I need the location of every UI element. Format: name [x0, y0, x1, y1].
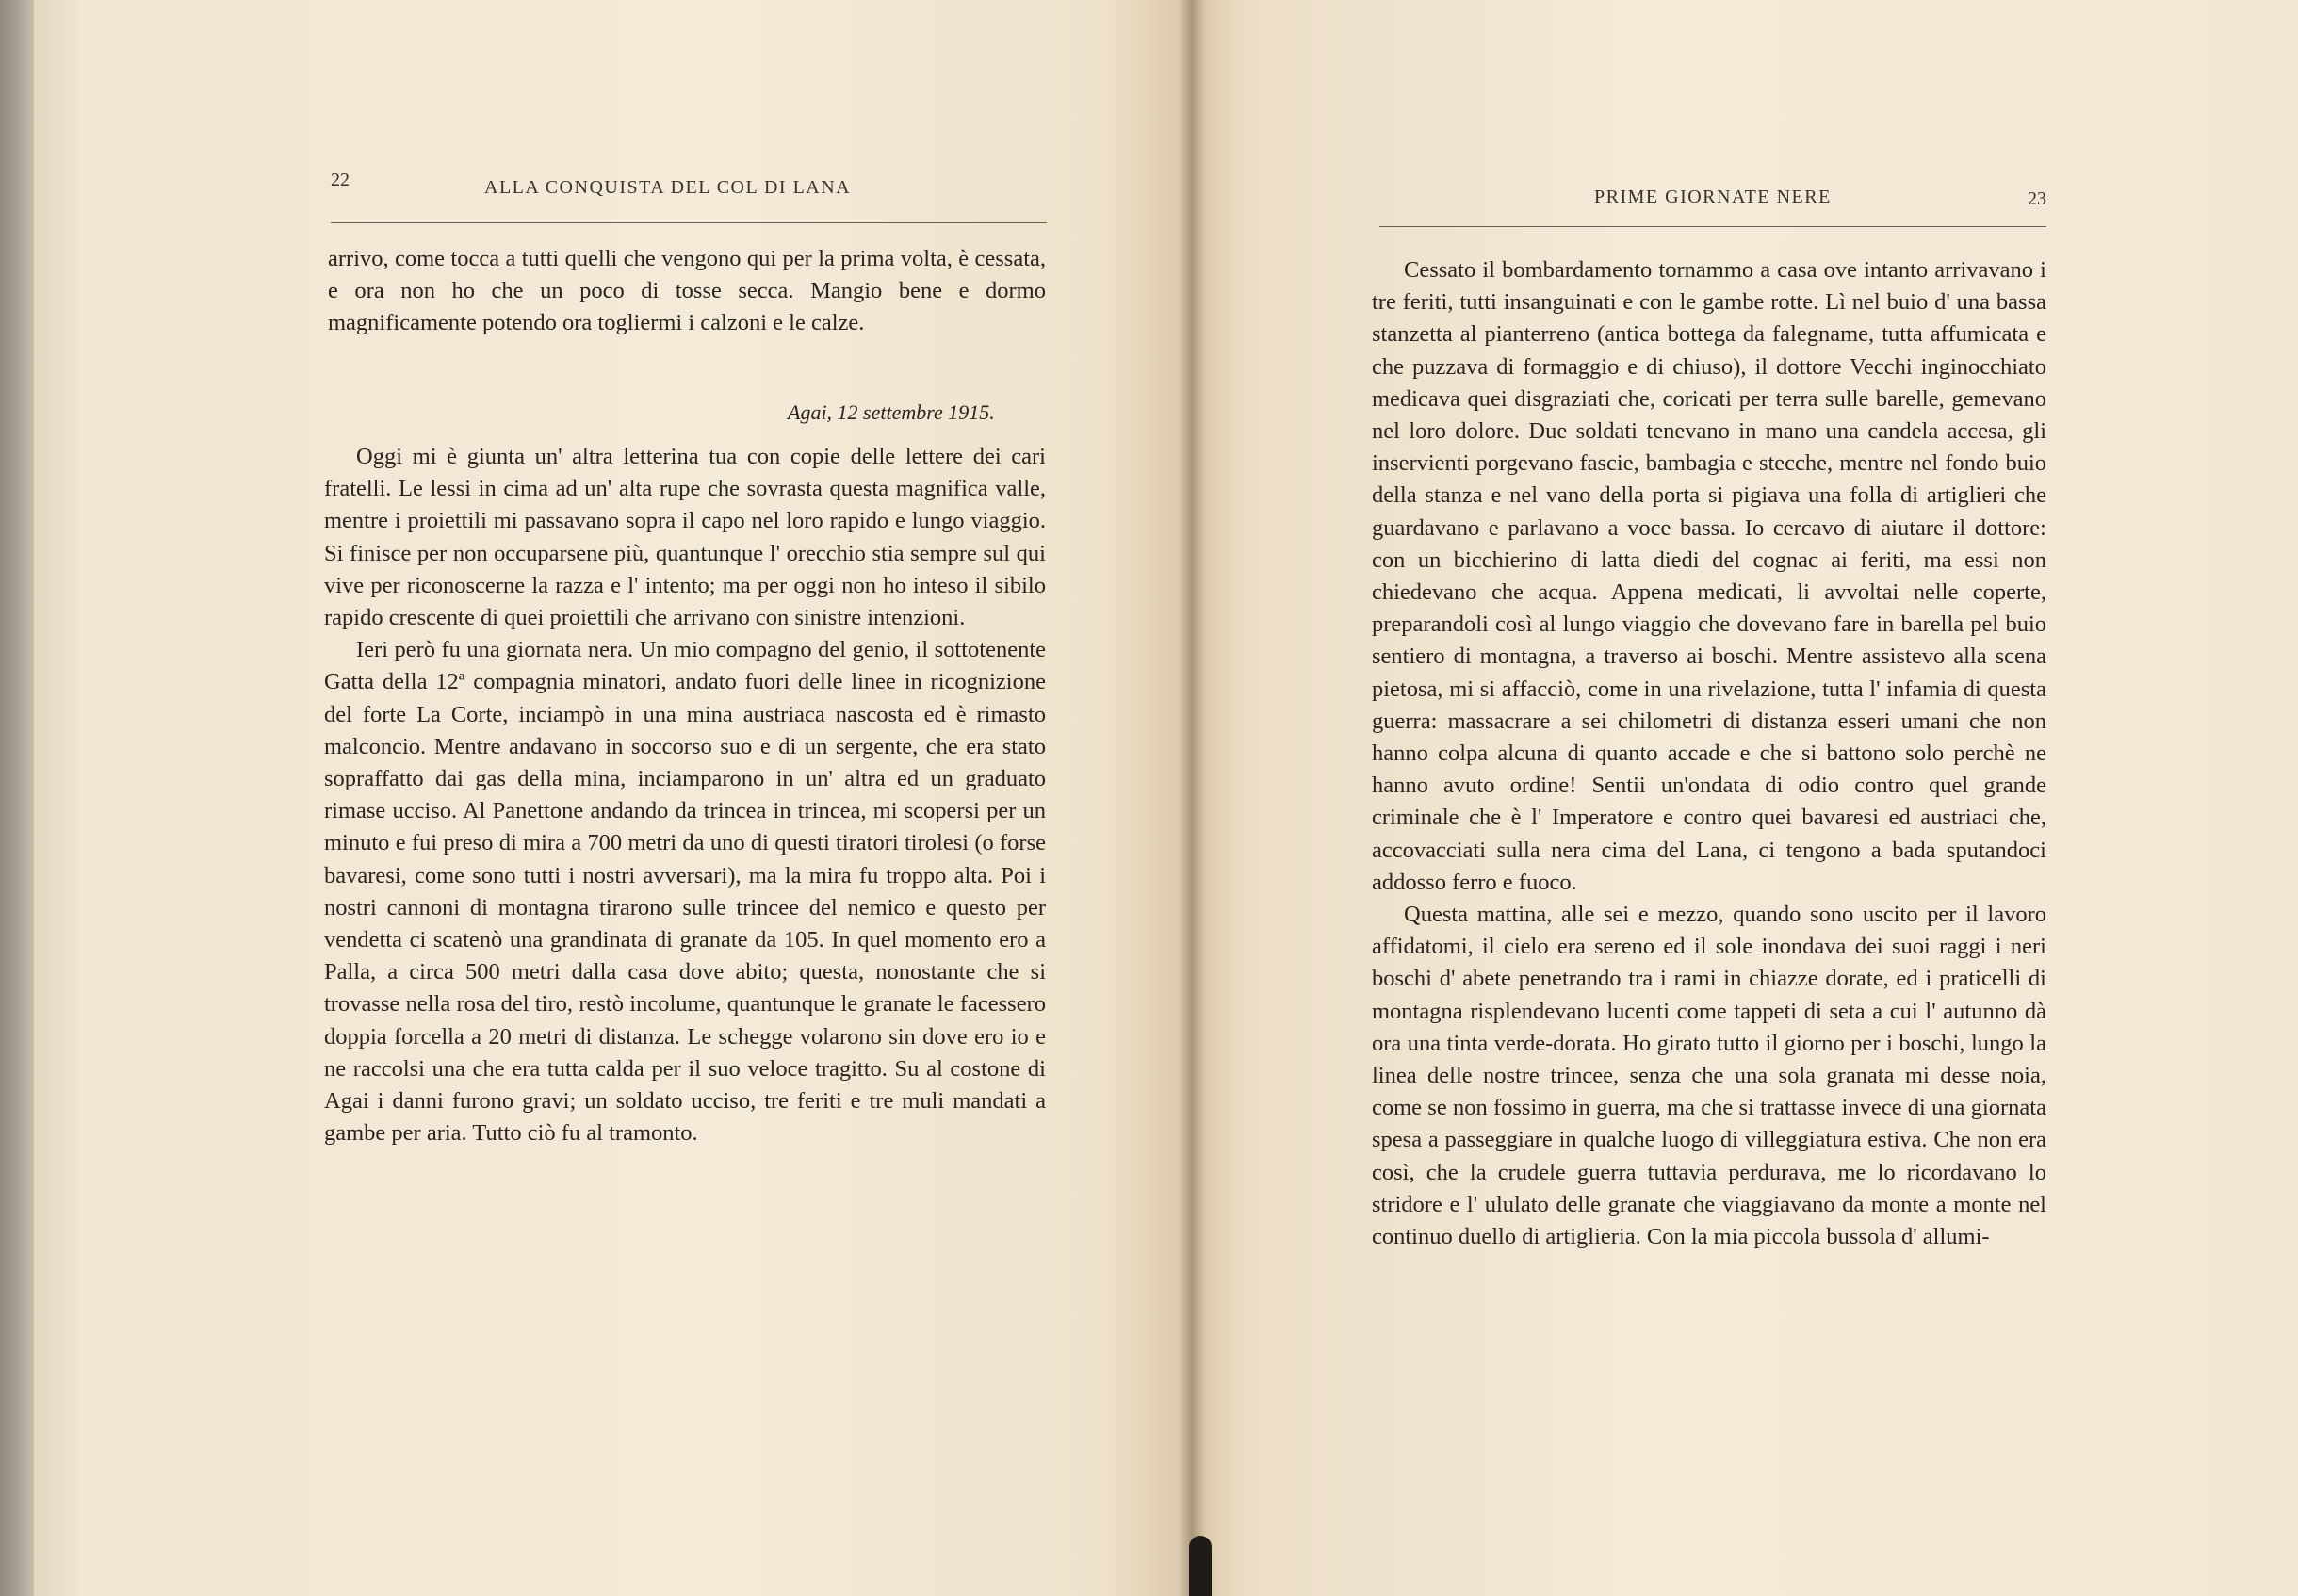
left-paragraph-3: Ieri però fu una giornata nera. Un mio compagno del genio, il sottotenente Gatta della 12ª compagnia minatori, andato fuori delle linee in ricognizione del forte La Corte, inciampò in una mina austriaca nascosta ed è rimasto malconcio. Mentre andavano in soccorso suo e di un sergente, che era stato sopraffatto dai gas della mina, inciamparono in un' altra ed un graduato rimase ucciso. Al Panettone andando da trincea in trincea, mi scopersi per un minuto e fui preso di mira a 700 metri da uno di questi tiratori tirolesi (o forse bavaresi, come sono tutti i nostri avversari), ma la mira fu troppo alta. Poi i nostri cannoni di montagna tirarono sulle trincee del nemico e questo per vendetta ci scatenò una grandinata di granate da 105. In quel momento ero a Palla, a circa 500 metri dalla casa dove abito; questa, nonostante che si trovasse nella rosa del tiro, restò incolume, quantunque le granate le facessero doppia forcella a 20 metri di distanza. Le schegge volarono sin dove ero io e ne raccolsi una che era tutta calda per il suo veloce tragitto. Su al costone di Agai i danni furono gravi; un soldato ucciso, tre feriti e tre muli mandati a gambe per aria. Tutto ciò fu al tramonto. [324, 637, 1046, 1147]
right-page-number: 23 [2028, 188, 2046, 209]
left-body-text [324, 441, 1046, 1149]
right-paragraph-1: Cessato il bombardamento tornammo a casa ove intanto arrivavano i tre feriti, tutti insanguinati e con le gambe rotte. Lì nel buio d' una bassa stanzetta al pianterreno (antica bottega da falegname, tutta affumicata e che puzzava di formaggio e di chiuso), il dottore Vecchi inginocchiato medicava quei disgraziati che, coricati per terra sulle barelle, gemevano nel loro dolore. Due soldati tenevano in mano una candela accesa, gli inservienti porgevano fascie, bambagia e stecche, mentre nel fondo buio della stanza e nel vano della porta si pigiava una folla di artiglieri che guardavano e parlavano a voce bassa. Io cercavo di aiutare il dottore: con un bicchierino di latta diedi del cognac ai feriti, ma essi non chiedevano che acqua. Appena medicati, li avvoltai nelle coperte, preparandoli così al lungo viaggio che dovevano fare in barella pel buio sentiero di montagna, a traverso ai boschi. Mentre assistevo alla scena pietosa, mi si affacciò, come in una rivelazione, tutta l' infamia di questa guerra: massacrare a sei chilometri di distanza esseri umani che non hanno colpa alcuna di quanto accade e che si battono solo perchè ne hanno avuto ordine! Sentii un'ondata di odio contro quel grande criminale che è l' Imperatore e contro quei bavaresi ed austriaci che, accovacciati sulla nera cima del Lana, ci tengono a bada sputandoci addosso ferro e fuoco. [1372, 257, 2046, 895]
left-page [34, 0, 1191, 1596]
right-page [1191, 0, 2298, 1596]
right-running-head: PRIME GIORNATE NERE [1594, 187, 1832, 207]
right-header-rule [1379, 226, 2046, 227]
left-dateline: Agai, 12 settembre 1915. [788, 400, 995, 424]
left-page-number: 22 [331, 170, 350, 190]
left-opening-text [328, 243, 1046, 340]
spine-shadow [1189, 1536, 1212, 1596]
left-header-rule [331, 222, 1047, 223]
left-paragraph-2: Oggi mi è giunta un' altra letterina tua con copie delle lettere dei cari fratelli. Le lessi in cima ad un' alta rupe che sovrasta questa magnifica valle, mentre i proiettili mi passavano sopra il capo nel loro rapido e lungo viaggio. Si finisce per non occuparsene più, quantunque l' orecchio stia sempre sul qui vive per riconoscerne la razza e l' intento; ma per oggi non ho inteso il sibilo rapido crescente di quei proiettili che arrivano con sinistre intenzioni. [324, 444, 1046, 631]
right-paragraph-2: Questa mattina, alle sei e mezzo, quando sono uscito per il lavoro affidatomi, il cielo era sereno ed il sole inondava dei suoi raggi i neri boschi d' abete penetrando tra i rami in chiazze dorate, ed i praticelli di montagna risplendevano lucenti come tappeti di seta a cui l' autunno dà ora una tinta verde-dorata. Ho girato tutto il giorno per i boschi, lungo la linea delle nostre trincee, senza che una sola granata mi desse noia, come se non fossimo in guerra, ma che si trattasse invece di una giornata spesa a passeggiare in qualche luogo di villeggiatura estiva. Che non era così, che la crudele guerra tuttavia perdurava, me lo ricordavano lo stridore e l' ululato delle granate che viaggiavano da monte a monte nel continuo duello di artiglieria. Con la mia piccola bussola d' allumi- [1372, 902, 2046, 1250]
book-cover-edge [0, 0, 34, 1596]
right-body-text [1372, 254, 2046, 1253]
left-running-head: ALLA CONQUISTA DEL COL DI LANA [484, 177, 852, 198]
book-gutter [1178, 0, 1206, 1596]
left-opening-paragraph: arrivo, come tocca a tutti quelli che vengono qui per la prima volta, è cessata, e ora non ho che un poco di tosse secca. Mangio bene e dormo magnificamente potendo ora togliermi i calzoni e le calze. [328, 246, 1046, 336]
